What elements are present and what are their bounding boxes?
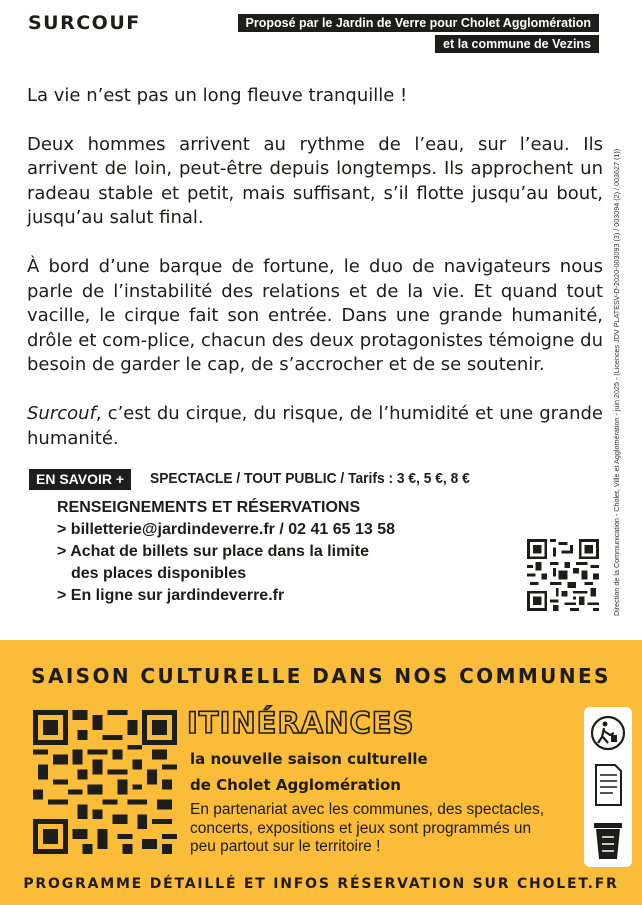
- programme-footer[interactable]: PROGRAMME DÉTAILLÉ ET INFOS RÉSERVATION SUR CHOLET.FR: [23, 876, 619, 892]
- paragraph-4-text: , c’est du cirque, du risque, de l’humidité et une grande humanité.: [27, 402, 603, 449]
- paper-sheet-icon: [584, 759, 632, 811]
- paragraph-2: Deux hommes arrivent au rythme de l’eau, sur l’eau. Ils arrivent de loin, peut-être depuis longtemps. Ils approchent un radeau stable et petit, mais suffisant, s’il flotte jusqu’au bout, jusqu’au salut final.: [27, 133, 603, 229]
- paragraph-4-title: Surcouf: [27, 402, 96, 424]
- recycling-bin-icon: [584, 813, 632, 865]
- achat-line-1: > Achat de billets sur place dans la limite: [57, 543, 369, 560]
- side-credit: Direction de la Communication - Cholet, Ville et Agglomération - juin 2025 - (Licences JDV PLATESV-D-2020-003093 (3) / 003094 (2) / 003627 (1)): [612, 148, 621, 616]
- qr-code-icon[interactable]: [33, 710, 177, 854]
- reservation-info: [57, 497, 395, 607]
- paragraph-3: À bord d’une barque de fortune, le duo de navigateurs nous parle de l’instabilité des relations et de la vie. Et quand tout vacille, le cirque fait son entrée. Dans une grande humanité, drôle et com-plice, chacun des deux protagonistes témoigne du besoin de garder le cap, de s’accrocher et de se soutenir.: [27, 255, 603, 376]
- recycle-person-icon: [584, 709, 632, 757]
- eco-panel: [584, 707, 632, 867]
- achat-line-2: des places disponibles: [71, 565, 247, 582]
- saison-line-2: de Cholet Agglomération: [190, 776, 401, 794]
- online-line[interactable]: > En ligne sur jardindeverre.fr: [57, 587, 285, 604]
- itinerances-logo: ITINÉRANCES: [187, 706, 415, 740]
- paragraph-4: [27, 402, 603, 451]
- event-title: SURCOUF: [28, 12, 141, 34]
- paragraph-1: La vie n’est pas un long fleuve tranquille !: [27, 85, 408, 106]
- credit-badge-1: Proposé par le Jardin de Verre pour Cholet Agglomération: [238, 14, 599, 32]
- renseignements-heading: RENSEIGNEMENTS ET RÉSERVATIONS: [57, 499, 361, 516]
- event-description: [27, 84, 603, 451]
- qr-code-icon[interactable]: [527, 539, 599, 611]
- partner-text: En partenariat avec les communes, des spectacles, concerts, expositions et jeux sont programmés un peu partout sur le territoire !: [190, 801, 545, 855]
- saison-banner: [0, 640, 642, 905]
- saison-line-1: la nouvelle saison culturelle: [190, 750, 428, 768]
- spectacle-info: SPECTACLE / TOUT PUBLIC / Tarifs : 3 €, 5 €, 8 €: [150, 470, 470, 487]
- contact-line[interactable]: > billetterie@jardindeverre.fr / 02 41 65 13 58: [57, 521, 396, 538]
- credit-badge-2: et la commune de Vezins: [435, 35, 599, 53]
- saison-heading: SAISON CULTURELLE DANS NOS COMMUNES: [31, 664, 611, 688]
- en-savoir-label: EN SAVOIR +: [29, 469, 131, 490]
